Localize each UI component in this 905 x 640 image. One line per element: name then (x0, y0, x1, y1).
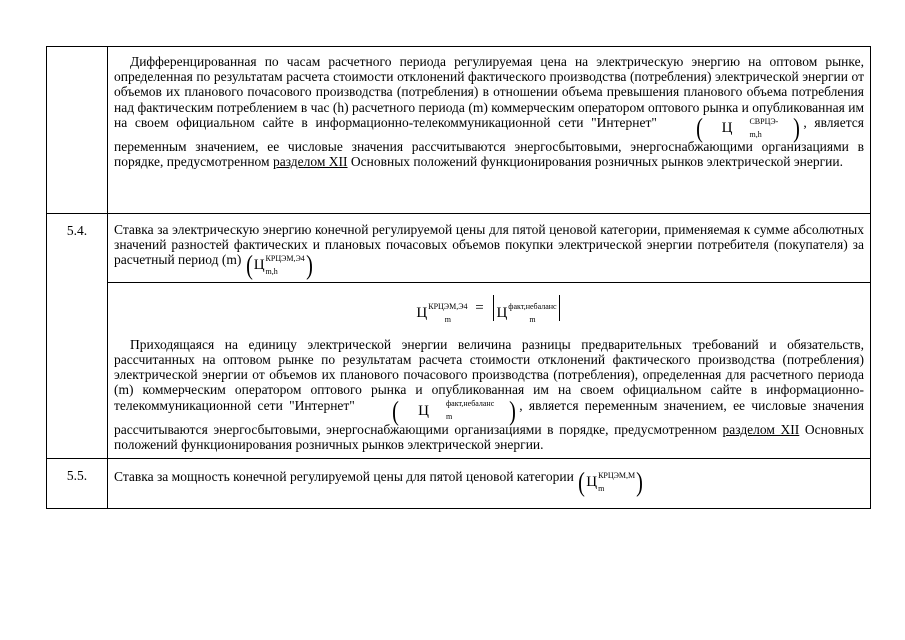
paragraph-text: Ставка за электрическую энергию конечной регулируемой цены для пятой ценовой категории, применяемая к сумме абсолютных значений разностей фактических и плановых почасовых объемов покупки электрической энергии потребителя (покупателя) за расчетный период (m) (114, 222, 864, 268)
formula-sup: КРЦЭМ,М (598, 470, 636, 480)
paragraph-fakt-nebalans (108, 337, 870, 458)
formula-base: Ц (721, 119, 733, 136)
table-row (47, 458, 871, 508)
formula-sub: m (529, 314, 536, 324)
formula-sub: m (444, 314, 451, 324)
section-link[interactable]: разделом XII (272, 154, 348, 170)
table-row (47, 47, 871, 214)
paragraph-text: , является переменным значением, ее числовые значения рассчитываются энергосбытовыми, энергоснабжающими организациями в порядке, предусмотренном (114, 397, 864, 437)
formula-sup: КРЦЭМ,Э4 (428, 301, 468, 311)
text-cell (108, 47, 871, 214)
text-cell (108, 458, 871, 508)
section-link[interactable]: разделом XII (722, 421, 800, 437)
text-cell (108, 214, 871, 283)
formula-sup: СВРЦЭ- (749, 116, 779, 126)
equation-right (496, 301, 557, 324)
paragraph-cvrce (108, 47, 870, 174)
paragraph-text: Основных положений функционирования розничных рынков электрической энергии. (350, 154, 843, 170)
formula-sup: факт,небаланс (445, 399, 495, 409)
formula-sup: КРЦЭМ,Э4 (265, 254, 305, 264)
text-cell (108, 283, 871, 459)
formula-fakt-nebalans: ( Ц факт,небаланс m ) (392, 395, 517, 426)
formula-sub: m (445, 412, 453, 422)
paragraph-text: Приходящаяся на единицу электрической энергии величина разницы предварительных требований и обязательств, рассчитанных на оптовом рынке по результатам расчета стоимости отклонений фактического производства (потребления) электрической энергии от объемов их планового почасового производства (потребления), определенная для расчетного периода (m) коммерческим оператором оптового рынка и опубликованная им на своем официальном сайте в информационно-телекоммуникационной сети "Интернет" (114, 336, 864, 413)
row-number: 5.4. (47, 214, 108, 459)
paragraph-text: Ставка за мощность конечной регулируемой цены для пятой ценовой категории (114, 468, 574, 484)
formula-base: Ц (418, 402, 429, 419)
equals-sign: = (475, 299, 484, 316)
formula-base: Ц (416, 304, 428, 321)
formula-sub: m (598, 483, 605, 493)
row-number: 5.5. (47, 458, 108, 508)
formula-sub: m,h (749, 129, 762, 139)
formula-sup: факт,небаланс (508, 301, 557, 311)
formula-54: (Ц КРЦЭМ,Э4 m,h ) (245, 250, 313, 281)
equation-54 (108, 283, 870, 336)
equation-left (416, 301, 468, 324)
formula-base: Ц (586, 473, 598, 490)
formula-sub: m,h (265, 267, 278, 277)
formula-base: Ц (496, 304, 508, 321)
table-row (47, 283, 871, 459)
formula-55: (Ц КРЦЭМ,М m ) (578, 466, 644, 497)
formula-base: Ц (253, 257, 265, 274)
paragraph-55 (108, 459, 870, 499)
number-cell-empty (47, 47, 108, 214)
document-table (46, 46, 871, 509)
paragraph-text: , является переменным значением, ее числовые значения рассчитываются энергосбытовыми, энергоснабжающими организациями в порядке, предусмотренном (114, 114, 864, 170)
paragraph-text: Дифференцированная по часам расчетного периода регулируемая цена на электрическую энергию на оптовом рынке, определенная по результатам расчета стоимости отклонений фактического производства (потребления) электрической энергии от объемов их планового почасового производства (потребления) в отношении объема превышения планового объема потребления над фактическим потреблением в час (h) расчетного периода (m) коммерческим оператором оптового рынка и опубликованная им на своем официальном сайте в информационно-телекоммуникационной сети "Интернет" (114, 54, 864, 130)
abs-bar-right (559, 295, 560, 321)
table-row (47, 214, 871, 283)
paragraph-text: Основных положений функционирования розничных рынков электрической энергии. (114, 421, 865, 452)
abs-bar-left (493, 295, 494, 321)
paragraph-54 (108, 214, 870, 282)
formula-cvrce: ( Ц СВРЦЭ- m,h ) (695, 112, 801, 143)
